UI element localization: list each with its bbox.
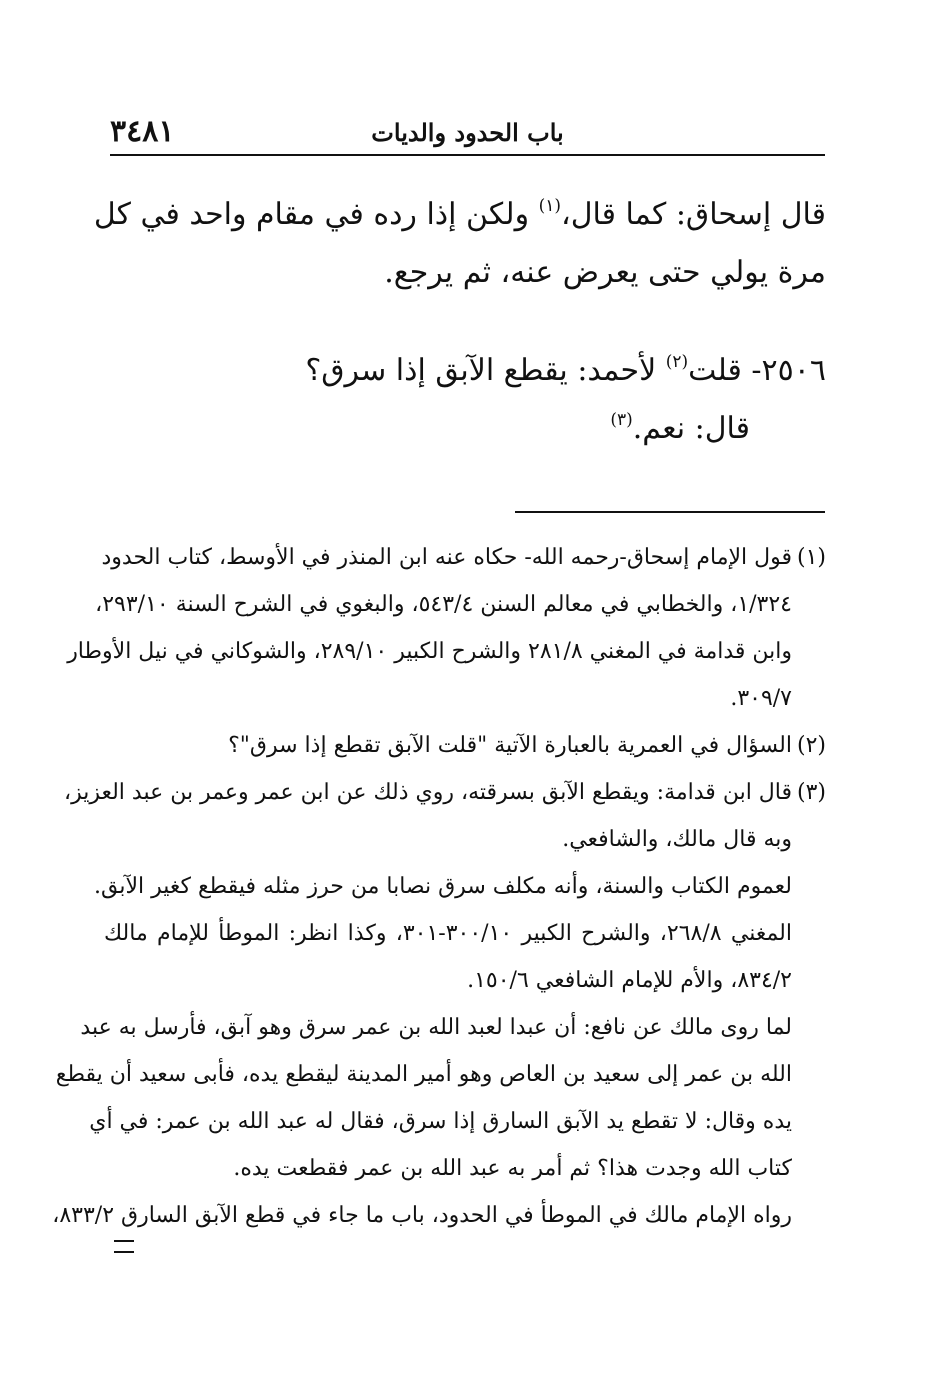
paragraph-1-line-1: قال إسحاق: كما قال،$^{(١)}$ ولكن إذا رده في مقام واحد في كل — [93, 196, 826, 232]
footnote-3-line-10: رواه الإمام مالك في الموطأ في الحدود، باب ما جاء في قطع الآبق السارق ٨٣٣/٢، — [52, 1203, 792, 1228]
continuation-mark — [114, 1240, 134, 1253]
footnote-3-line-2: وبه قال مالك، والشافعي. — [562, 827, 792, 852]
footnote-3-line-9: كتاب الله وجدت هذا؟ ثم أمر به عبد الله بن عمر فقطعت يده. — [233, 1156, 792, 1181]
running-title: باب الحدود والديات — [371, 118, 564, 147]
page-header — [110, 112, 825, 156]
paragraph-1-line-2: مرة يولي حتى يعرض عنه، ثم يرجع. — [384, 255, 826, 290]
footnote-3-line-8: يده وقال: لا تقطع يد الآبق السارق إذا سرق، فقال له عبد الله بن عمر: في أي — [89, 1109, 792, 1134]
footnote-reference-1: (١) — [538, 196, 562, 216]
footnote-1-line-3: وابن قدامة في المغني ٢٨١/٨ والشرح الكبير ٢٨٩/١٠، والشوكاني في نيل الأوطار — [67, 639, 792, 664]
question-line: ٢٥٠٦- قلت$^{(٢)}$ لأحمد: يقطع الآبق إذا سرق؟ — [305, 352, 826, 388]
footnote-3-line-1: (٣)قال ابن قدامة: ويقطع الآبق بسرقته، روي ذلك عن ابن عمر وعمر بن عبد العزيز، — [104, 769, 826, 816]
footnote-separator — [515, 511, 825, 513]
footnote-3-marker: (٣) — [796, 780, 826, 805]
footnote-1-line-2: ١/٣٢٤، والخطابي في معالم السنن ٥٤٣/٤، والبغوي في الشرح السنة ٢٩٣/١٠، — [95, 592, 792, 617]
question-2506 — [104, 342, 826, 458]
footnote-3-line-5: ٨٣٤/٢، والأم للإمام الشافعي ١٥٠/٦. — [467, 968, 792, 993]
footnote-1-line-1: (١)قول الإمام إسحاق-رحمه الله- حكاه عنه ابن المنذر في الأوسط، كتاب الحدود — [104, 534, 826, 581]
footnote-3-line-4: المغني ٢٦٨/٨، والشرح الكبير ٣٠٠/١٠-٣٠١، وكذا انظر: الموطأ للإمام مالك — [104, 921, 792, 946]
answer-line: قال: نعم.$^{(٣)}$ — [610, 410, 750, 446]
footnote-3-line-6: لما روى مالك عن نافع: أن عبدا لعبد الله بن عمر سرق وهو آبق، فأرسل به عبد — [80, 1015, 792, 1040]
page-number: ٣٤٨١ — [110, 114, 175, 149]
footnote-reference-3: (٣) — [610, 410, 633, 430]
footnote-3-line-3: لعموم الكتاب والسنة، وأنه مكلف سرق نصابا من حرز مثله فيقطع كغير الآبق. — [94, 874, 792, 899]
footnote-1-line-4: ٣٠٩/٧. — [730, 686, 792, 711]
footnote-2-line-1: (٢)السؤال في العمرية بالعبارة الآتية "قلت الآبق تقطع إذا سرق"؟ — [104, 722, 826, 769]
footnote-reference-2: (٢) — [665, 352, 689, 372]
footnote-1-marker: (١) — [796, 545, 826, 570]
footnotes — [52, 534, 826, 1239]
footnote-3-line-7: الله بن عمر إلى سعيد بن العاص وهو أمير المدينة ليقطع يده، فأبى سعيد أن يقطع — [55, 1062, 792, 1087]
main-text — [93, 186, 826, 302]
footnote-2-marker: (٢) — [796, 733, 826, 758]
